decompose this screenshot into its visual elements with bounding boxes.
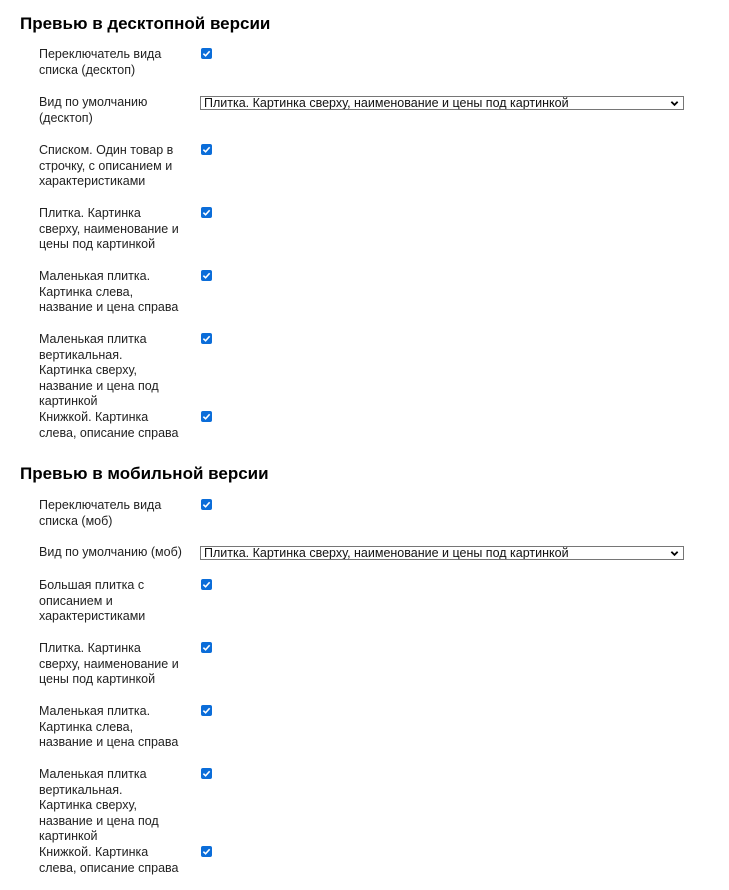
- setting-label: Большая плитка с описанием и характеристиками: [39, 578, 146, 623]
- setting-label: Книжкой. Картинка слева, описание справа: [39, 845, 179, 875]
- option-checkbox[interactable]: [201, 207, 212, 218]
- option-checkbox[interactable]: [201, 642, 212, 653]
- view-switcher-checkbox-desktop[interactable]: [201, 48, 212, 59]
- option-checkbox[interactable]: [201, 705, 212, 716]
- option-checkbox[interactable]: [201, 411, 212, 422]
- setting-label: Маленькая плитка. Картинка слева, название и цена справа: [39, 269, 179, 314]
- option-checkbox[interactable]: [201, 579, 212, 590]
- chevron-down-icon: [670, 99, 679, 108]
- setting-label: Переключатель вида списка (десктоп): [39, 47, 162, 77]
- section-title-mobile: Превью в мобильной версии: [20, 464, 269, 483]
- checkmark-icon: [202, 847, 211, 856]
- option-checkbox[interactable]: [201, 768, 212, 779]
- checkmark-icon: [202, 643, 211, 652]
- select-value: Плитка. Картинка сверху, наименование и цены под картинкой: [204, 546, 569, 560]
- setting-label: Списком. Один товар в строчку, с описанием и характеристиками: [39, 143, 174, 188]
- option-checkbox[interactable]: [201, 846, 212, 857]
- section-title-desktop: Превью в десктопной версии: [20, 14, 271, 33]
- setting-label: Маленькая плитка вертикальная. Картинка сверху, название и цена под картинкой: [39, 332, 159, 408]
- checkmark-icon: [202, 580, 211, 589]
- checkmark-icon: [202, 208, 211, 217]
- checkmark-icon: [202, 500, 211, 509]
- setting-label: Вид по умолчанию (моб): [39, 545, 182, 559]
- select-value: Плитка. Картинка сверху, наименование и цены под картинкой: [204, 96, 569, 110]
- setting-label: Маленькая плитка. Картинка слева, название и цена справа: [39, 704, 179, 749]
- setting-label: Вид по умолчанию (десктоп): [39, 95, 148, 125]
- checkmark-icon: [202, 412, 211, 421]
- setting-label: Маленькая плитка вертикальная. Картинка сверху, название и цена под картинкой: [39, 767, 159, 843]
- checkmark-icon: [202, 145, 211, 154]
- default-view-select-desktop[interactable]: [200, 96, 684, 110]
- checkmark-icon: [202, 49, 211, 58]
- setting-label: Книжкой. Картинка слева, описание справа: [39, 410, 179, 440]
- default-view-select-mobile[interactable]: [200, 546, 684, 560]
- setting-label: Плитка. Картинка сверху, наименование и цены под картинкой: [39, 206, 179, 251]
- checkmark-icon: [202, 769, 211, 778]
- setting-label: Переключатель вида списка (моб): [39, 498, 162, 528]
- checkmark-icon: [202, 334, 211, 343]
- option-checkbox[interactable]: [201, 333, 212, 344]
- view-switcher-checkbox-mobile[interactable]: [201, 499, 212, 510]
- checkmark-icon: [202, 271, 211, 280]
- option-checkbox[interactable]: [201, 270, 212, 281]
- setting-label: Плитка. Картинка сверху, наименование и цены под картинкой: [39, 641, 179, 686]
- checkmark-icon: [202, 706, 211, 715]
- chevron-down-icon: [670, 549, 679, 558]
- option-checkbox[interactable]: [201, 144, 212, 155]
